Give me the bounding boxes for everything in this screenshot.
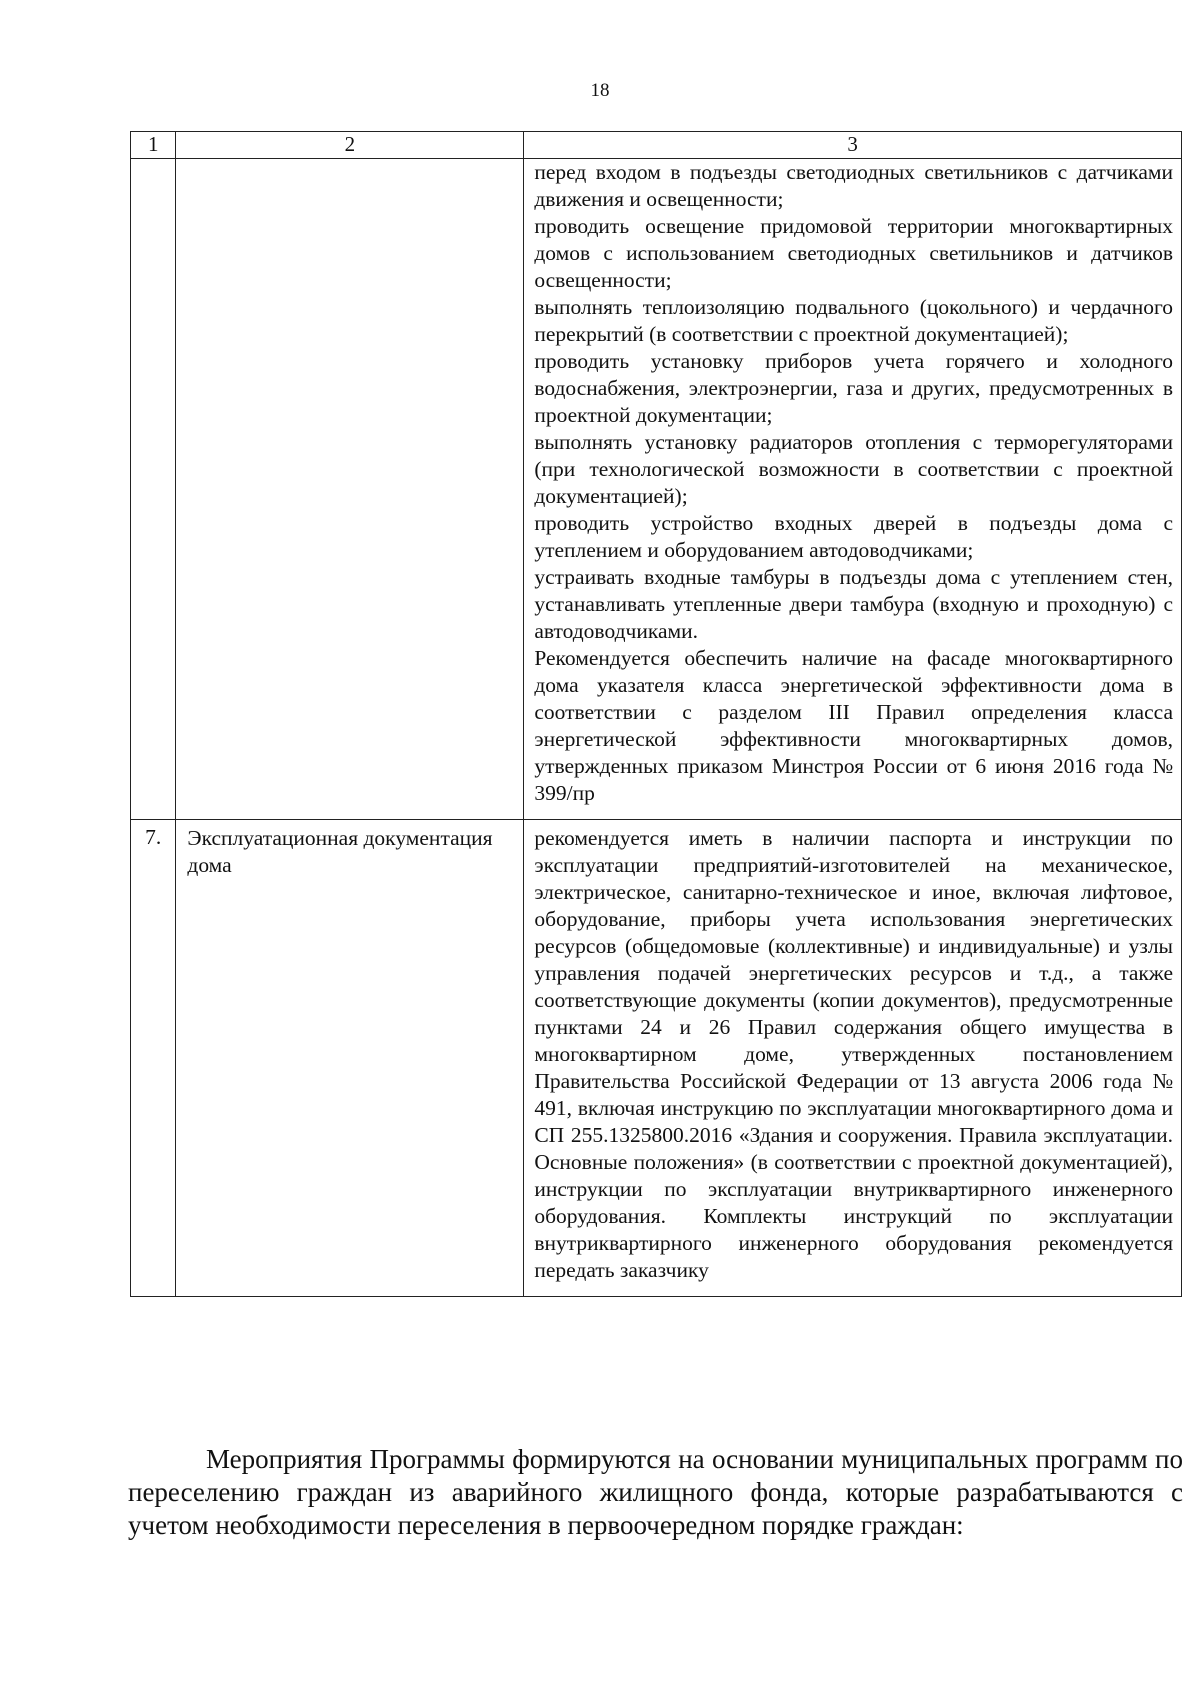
row-content-cell <box>524 820 1182 1297</box>
recommendation-paragraph: Рекомендуется обеспечить наличие на фасаде многоквартирного дома указателя класса энергетической эффективности дома в соответствии с разделом III Правил определения класса энергетической эффективности многоквартирных домов, утвержденных приказом Минстроя России от 6 июня 2016 года № 399/пр <box>534 646 1173 805</box>
measure-paragraph: выполнять теплоизоляцию подвального (цокольного) и чердачного перекрытий (в соответствии с проектной документацией); <box>534 295 1173 346</box>
column-header-2: 2 <box>176 132 524 159</box>
column-header-1: 1 <box>131 132 176 159</box>
table-row-continued <box>131 159 1182 820</box>
measure-paragraph: проводить освещение придомовой территории многоквартирных домов с использованием светодиодных светильников и датчиков освещенности; <box>534 214 1173 292</box>
body-paragraph: Мероприятия Программы формируются на основании муниципальных программ по переселению граждан из аварийного жилищного фонда, которые разрабатываются с учетом необходимости переселения в первоочередном порядке граждан: <box>128 1444 1183 1540</box>
measure-paragraph: устраивать входные тамбуры в подъезды дома с утеплением стен, устанавливать утепленные двери тамбура (входную и проходную) с автодоводчиками. <box>534 565 1173 643</box>
table-row-7 <box>131 820 1182 1297</box>
measures-table <box>130 131 1182 1297</box>
measure-paragraph: проводить установку приборов учета горячего и холодного водоснабжения, электроэнергии, газа и других, предусмотренных в проектной документации; <box>534 349 1173 427</box>
measure-paragraph: перед входом в подъезды светодиодных светильников с датчиками движения и освещенности; <box>534 160 1173 211</box>
measure-paragraph: проводить устройство входных дверей в подъезды дома с утеплением и оборудованием автодоводчиками; <box>534 511 1173 562</box>
column-header-3: 3 <box>524 132 1182 159</box>
page-number: 18 <box>590 80 610 101</box>
row-name-cell <box>176 159 524 820</box>
row-number-cell <box>131 159 176 820</box>
row-name-cell: Эксплуатационная документация дома <box>176 820 524 1297</box>
table-header-row <box>131 132 1182 159</box>
documentation-paragraph: рекомендуется иметь в наличии паспорта и инструкции по эксплуатации предприятий-изготовителей на механическое, электрическое, санитарно-техническое и иное, включая лифтовое, оборудование, приборы учета использования энергетических ресурсов (общедомовые (коллективные) и индивидуальные) и узлы управления подачей энергетических ресурсов и т.д., а также соответствующие документы (копии документов), предусмотренные пунктами 24 и 26 Правил содержания общего имущества в многоквартирном доме, утвержденных постановлением Правительства Российской Федерации от 13 августа 2006 года № 491, включая инструкцию по эксплуатации многоквартирного дома и СП 255.1325800.2016 «Здания и сооружения. Правила эксплуатации. Основные положения» (в соответствии с проектной документацией), инструкции по эксплуатации внутриквартирного инженерного оборудования. Комплекты инструкций по эксплуатации внутриквартирного инженерного оборудования рекомендуется передать заказчику <box>534 826 1173 1282</box>
measure-paragraph: выполнять установку радиаторов отопления с терморегуляторами (при технологической возможности в соответствии с проектной документацией); <box>534 430 1173 508</box>
row-number-cell: 7. <box>131 820 176 1297</box>
row-content-cell <box>524 159 1182 820</box>
